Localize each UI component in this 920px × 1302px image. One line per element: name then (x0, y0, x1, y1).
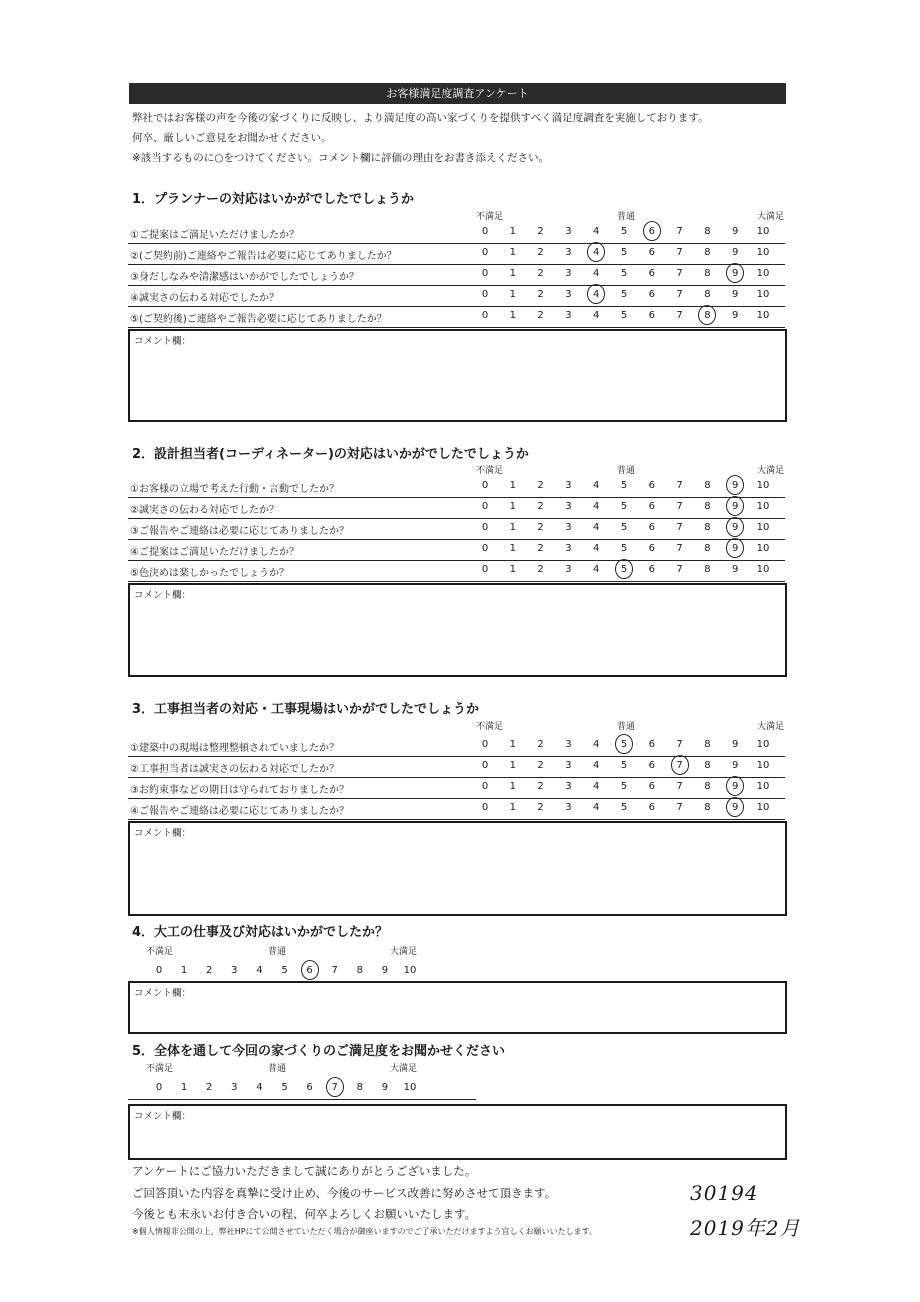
question-text: ③ご報告やご連絡は必要に応じてありましたか？ (130, 526, 349, 537)
scale-option-5[interactable]: 5 (620, 310, 628, 321)
scale-option-9[interactable]: 9 (732, 781, 739, 792)
selected-rating-circle (698, 305, 716, 325)
scale-option-9[interactable]: 9 (732, 226, 739, 237)
scale-option-6[interactable]: 6 (648, 564, 655, 575)
handwritten-id: 30194 (690, 1181, 759, 1205)
scale-option-3[interactable]: 3 (565, 781, 572, 792)
comment-label: コメント欄： (134, 336, 192, 347)
scale-option-6[interactable]: 6 (306, 1082, 313, 1093)
question-text: ⑤色決めは楽しかったでしょうか？ (130, 568, 289, 579)
scale-low-label: 不満足 (476, 212, 504, 222)
scale-option-7[interactable]: 7 (676, 268, 683, 279)
selected-rating-circle (587, 242, 605, 262)
scale-option-4[interactable]: 4 (593, 760, 600, 771)
scale-mid-label: 普通 (268, 1064, 287, 1074)
scale-option-9[interactable]: 9 (732, 268, 739, 279)
scale-low-label: 不満足 (476, 722, 504, 732)
row-divider (128, 539, 785, 540)
scale-option-5[interactable]: 5 (620, 247, 628, 258)
selected-rating-circle (726, 475, 744, 495)
scale-option-9[interactable]: 9 (732, 501, 739, 512)
scale-option-6[interactable]: 6 (648, 760, 655, 771)
scale-option-2[interactable]: 2 (537, 501, 544, 512)
scale-option-1[interactable]: 1 (509, 522, 516, 533)
scale-option-8[interactable]: 8 (704, 522, 711, 533)
scale-option-4[interactable]: 4 (593, 268, 600, 279)
scale-option-6[interactable]: 6 (648, 501, 655, 512)
scale-option-6[interactable]: 6 (648, 247, 655, 258)
privacy-footnote: ※個人情報非公開の上、弊社HPにて公開させていただく場合が御座いますのでご了承いただけますよう宜しくお願いいたします。 (132, 1227, 597, 1236)
scale-option-0[interactable]: 0 (481, 310, 489, 321)
scale-option-5[interactable]: 5 (620, 268, 628, 279)
scale-option-8[interactable]: 8 (704, 802, 711, 813)
selected-rating-circle (587, 284, 605, 304)
scale-option-1[interactable]: 1 (509, 310, 516, 321)
section-2-heading: 2．設計担当者(コーディネーター)の対応はいかがでしたでしょうか (132, 447, 529, 462)
scale-option-3[interactable]: 3 (565, 247, 572, 258)
scale-option-0[interactable]: 0 (481, 480, 489, 491)
scale-option-2[interactable]: 2 (537, 760, 544, 771)
footer-line-2: ご回答頂いた内容を真摯に受け止め、今後のサービス改善に努めさせて頂きます。 (132, 1186, 557, 1200)
row-divider (128, 798, 785, 799)
scale-mid-label: 普通 (617, 212, 636, 222)
scale-option-2[interactable]: 2 (537, 564, 544, 575)
scale-option-2[interactable]: 2 (537, 739, 544, 750)
scale-option-7[interactable]: 7 (676, 781, 683, 792)
scale-option-8[interactable]: 8 (704, 480, 711, 491)
question-text: ③お約束事などの期日は守られておりましたか？ (130, 785, 349, 796)
scale-option-1[interactable]: 1 (509, 760, 516, 771)
row-divider (128, 264, 785, 265)
scale-option-4[interactable]: 4 (593, 543, 600, 554)
scale-low-label: 不満足 (146, 947, 174, 957)
scale-option-7[interactable]: 7 (676, 739, 683, 750)
selected-rating-circle (326, 1077, 344, 1097)
scale-option-0[interactable]: 0 (481, 501, 489, 512)
scale-option-7[interactable]: 7 (676, 522, 683, 533)
scale-option-9[interactable]: 9 (732, 543, 739, 554)
survey-title-banner: お客様満足度調査アンケート (129, 83, 786, 104)
scale-option-2[interactable]: 2 (537, 268, 544, 279)
section-5-heading: 5．全体を通して今回の家づくりのご満足度をお聞かせください (132, 1044, 506, 1059)
handwritten-date: 2019年2月 (690, 1216, 801, 1240)
scale-high-label: 大満足 (390, 947, 418, 957)
row-divider (128, 243, 785, 244)
scale-option-4[interactable]: 4 (593, 226, 600, 237)
scale-option-0[interactable]: 0 (481, 739, 489, 750)
scale-option-3[interactable]: 3 (565, 739, 572, 750)
scale-option-6[interactable]: 6 (648, 522, 655, 533)
question-text: ②工事担当者は誠実さの伝わる対応でしたか？ (130, 764, 339, 775)
row-divider (128, 777, 785, 778)
scale-option-3[interactable]: 3 (565, 760, 572, 771)
scale-option-1[interactable]: 1 (509, 564, 516, 575)
question-text: ③身だしなみや清潔感はいかがでしたでしょうか？ (130, 272, 359, 283)
scale-option-9[interactable]: 9 (732, 802, 739, 813)
scale-option-4[interactable]: 4 (593, 289, 600, 300)
scale-option-1[interactable]: 1 (509, 802, 516, 813)
scale-option-5[interactable]: 5 (620, 480, 628, 491)
question-text: ④ご報告やご連絡は必要に応じてありましたか？ (130, 806, 349, 817)
scale-option-0[interactable]: 0 (481, 268, 489, 279)
row-divider (128, 819, 785, 820)
scale-mid-label: 普通 (617, 722, 636, 732)
selected-rating-circle (726, 538, 744, 558)
row-divider (128, 756, 785, 757)
scale-option-6[interactable]: 6 (648, 289, 655, 300)
scale-option-9[interactable]: 9 (381, 1082, 389, 1093)
scale-option-6[interactable]: 6 (648, 310, 655, 321)
scale-option-9[interactable]: 9 (732, 760, 739, 771)
scale-option-8[interactable]: 8 (704, 781, 711, 792)
row-divider (128, 560, 785, 561)
scale-option-7[interactable]: 7 (676, 226, 683, 237)
scale-option-10[interactable]: 10 (756, 760, 770, 771)
selected-rating-circle (726, 496, 744, 516)
scale-option-10[interactable]: 10 (756, 268, 770, 279)
scale-option-7[interactable]: 7 (676, 310, 683, 321)
scale-option-8[interactable]: 8 (704, 268, 711, 279)
scale-option-8[interactable]: 8 (704, 543, 711, 554)
scale-option-2[interactable]: 2 (537, 781, 544, 792)
scale-mid-label: 普通 (617, 466, 636, 476)
scale-option-0[interactable]: 0 (155, 965, 163, 976)
scale-option-0[interactable]: 0 (155, 1082, 163, 1093)
scale-option-10[interactable]: 10 (756, 289, 770, 300)
question-text: ④ご提案はご満足いただけましたか？ (130, 547, 299, 558)
scale-option-7[interactable]: 7 (676, 760, 683, 771)
scale-option-5[interactable]: 5 (620, 289, 628, 300)
scale-option-5[interactable]: 5 (620, 501, 628, 512)
scale-option-2[interactable]: 2 (537, 802, 544, 813)
scale-option-10[interactable]: 10 (756, 739, 770, 750)
row-divider (128, 497, 785, 498)
scale-option-4[interactable]: 4 (256, 965, 263, 976)
row-divider (128, 285, 785, 286)
scale-option-0[interactable]: 0 (481, 802, 489, 813)
scale-option-0[interactable]: 0 (481, 226, 489, 237)
scale-option-3[interactable]: 3 (565, 310, 572, 321)
intro-line-1: 弊社ではお客様の声を今後の家づくりに反映し、より満足度の高い家づくりを提供すべく満足度調査を実施しております。 (132, 112, 709, 124)
scale-option-9[interactable]: 9 (732, 310, 739, 321)
scale-high-label: 大満足 (757, 466, 785, 476)
scale-option-10[interactable]: 10 (403, 1082, 417, 1093)
scale-option-1[interactable]: 1 (509, 501, 516, 512)
scale-option-2[interactable]: 2 (537, 226, 544, 237)
scale-option-6[interactable]: 6 (648, 739, 655, 750)
selected-rating-circle (301, 960, 319, 980)
selected-rating-circle (726, 797, 744, 817)
scale-option-2[interactable]: 2 (537, 247, 544, 258)
scale-option-3[interactable]: 3 (565, 289, 572, 300)
footer-line-3: 今後とも末永いお付き合いの程、何卒よろしくお願いいたします。 (132, 1207, 477, 1221)
scale-option-5[interactable]: 5 (620, 564, 628, 575)
scale-option-0[interactable]: 0 (481, 522, 489, 533)
scale-option-8[interactable]: 8 (704, 289, 711, 300)
scale-high-label: 大満足 (757, 212, 785, 222)
scale-high-label: 大満足 (390, 1064, 418, 1074)
scale-option-1[interactable]: 1 (509, 543, 516, 554)
scale-option-9[interactable]: 9 (732, 247, 739, 258)
scale-option-4[interactable]: 4 (593, 480, 600, 491)
scale-option-1[interactable]: 1 (180, 965, 188, 976)
scale-option-8[interactable]: 8 (704, 564, 711, 575)
scale-option-7[interactable]: 7 (676, 802, 683, 813)
scale-low-label: 不満足 (146, 1064, 174, 1074)
scale-option-0[interactable]: 0 (481, 564, 489, 575)
footer-line-1: アンケートにご協力いただきまして誠にありがとうございました。 (132, 1164, 477, 1178)
scale-option-4[interactable]: 4 (593, 522, 600, 533)
row-divider (128, 581, 785, 582)
scale-low-label: 不満足 (476, 466, 504, 476)
scale-option-6[interactable]: 6 (648, 802, 655, 813)
question-text: ④誠実さの伝わる対応でしたか？ (130, 293, 279, 304)
selected-rating-circle (671, 755, 689, 775)
scale-option-4[interactable]: 4 (593, 781, 600, 792)
section-3-heading: 3．工事担当者の対応・工事現場はいかがでしたでしょうか (132, 702, 480, 717)
row-divider (128, 306, 785, 307)
scale-option-1[interactable]: 1 (509, 739, 516, 750)
scale-option-8[interactable]: 8 (704, 310, 711, 321)
scale-option-6[interactable]: 6 (648, 226, 655, 237)
section-1-heading: 1．プランナーの対応はいかがでしたでしょうか (132, 192, 415, 207)
scale-option-2[interactable]: 2 (206, 965, 213, 976)
selected-rating-circle (726, 517, 744, 537)
scale-option-3[interactable]: 3 (565, 522, 572, 533)
scale-option-4[interactable]: 4 (593, 501, 600, 512)
comment-box-5[interactable] (128, 1104, 787, 1160)
question-text: ②(ご契約前)ご連絡やご報告は必要に応じてありましたか？ (130, 251, 397, 262)
scale-option-4[interactable]: 4 (593, 310, 600, 321)
scale-option-8[interactable]: 8 (704, 739, 711, 750)
scale-option-6[interactable]: 6 (648, 543, 655, 554)
scale-option-6[interactable]: 6 (648, 268, 655, 279)
scale-option-1[interactable]: 1 (509, 289, 516, 300)
scale-option-1[interactable]: 1 (509, 480, 516, 491)
scale-option-7[interactable]: 7 (676, 564, 683, 575)
scale-option-3[interactable]: 3 (565, 802, 572, 813)
question-text: ⑤(ご契約後)ご連絡やご報告必要に応じてありましたか？ (130, 314, 387, 325)
scale-option-10[interactable]: 10 (756, 522, 770, 533)
scale-option-4[interactable]: 4 (593, 564, 600, 575)
selected-rating-circle (643, 221, 661, 241)
question-text: ①建築中の現場は整理整頓されていましたか？ (130, 743, 339, 754)
question-text: ①ご提案はご満足いただけましたか？ (130, 230, 299, 241)
scale-option-3[interactable]: 3 (231, 965, 238, 976)
scale-option-8[interactable]: 8 (704, 247, 711, 258)
scale-option-9[interactable]: 9 (732, 564, 739, 575)
scale-option-8[interactable]: 8 (356, 965, 363, 976)
scale-option-8[interactable]: 8 (704, 760, 711, 771)
scale-option-10[interactable]: 10 (403, 965, 417, 976)
scale-option-5[interactable]: 5 (620, 739, 628, 750)
selected-rating-circle (615, 559, 633, 579)
scale-option-4[interactable]: 4 (256, 1082, 263, 1093)
scale-option-9[interactable]: 9 (732, 289, 739, 300)
scale-option-10[interactable]: 10 (756, 564, 770, 575)
scale-option-7[interactable]: 7 (676, 543, 683, 554)
scale-option-5[interactable]: 5 (281, 1082, 288, 1093)
scale-option-2[interactable]: 2 (537, 310, 544, 321)
scale-option-7[interactable]: 7 (331, 1082, 338, 1093)
scale-option-3[interactable]: 3 (565, 268, 572, 279)
selected-rating-circle (726, 776, 744, 796)
row-divider (128, 1099, 476, 1100)
selected-rating-circle (726, 263, 744, 283)
scale-option-2[interactable]: 2 (206, 1082, 213, 1093)
comment-box-1[interactable] (128, 329, 787, 422)
scale-option-10[interactable]: 10 (756, 310, 770, 321)
scale-option-10[interactable]: 10 (756, 781, 770, 792)
scale-option-5[interactable]: 5 (620, 781, 628, 792)
scale-option-1[interactable]: 1 (509, 781, 516, 792)
scale-option-6[interactable]: 6 (648, 480, 655, 491)
scale-option-10[interactable]: 10 (756, 247, 770, 258)
scale-option-10[interactable]: 10 (756, 480, 770, 491)
scale-option-2[interactable]: 2 (537, 480, 544, 491)
scale-option-10[interactable]: 10 (756, 226, 770, 237)
scale-option-1[interactable]: 1 (180, 1082, 188, 1093)
scale-option-0[interactable]: 0 (481, 760, 489, 771)
scale-option-0[interactable]: 0 (481, 781, 489, 792)
scale-option-5[interactable]: 5 (620, 760, 628, 771)
comment-label: コメント欄： (134, 1111, 192, 1122)
scale-high-label: 大満足 (757, 722, 785, 732)
scale-option-1[interactable]: 1 (509, 268, 516, 279)
scale-option-5[interactable]: 5 (620, 802, 628, 813)
scale-option-3[interactable]: 3 (565, 564, 572, 575)
scale-option-8[interactable]: 8 (704, 501, 711, 512)
comment-label: コメント欄： (134, 988, 192, 999)
scale-option-4[interactable]: 4 (593, 247, 600, 258)
scale-option-7[interactable]: 7 (676, 480, 683, 491)
scale-option-3[interactable]: 3 (565, 226, 572, 237)
scale-option-0[interactable]: 0 (481, 543, 489, 554)
comment-label: コメント欄： (134, 590, 192, 601)
scale-option-9[interactable]: 9 (381, 965, 389, 976)
comment-label: コメント欄： (134, 828, 192, 839)
scale-option-8[interactable]: 8 (704, 226, 711, 237)
scale-option-3[interactable]: 3 (565, 543, 572, 554)
row-divider (128, 327, 785, 328)
scale-option-2[interactable]: 2 (537, 289, 544, 300)
comment-box-3[interactable] (128, 821, 787, 916)
scale-option-1[interactable]: 1 (509, 226, 516, 237)
scale-option-5[interactable]: 5 (620, 543, 628, 554)
scale-option-3[interactable]: 3 (565, 501, 572, 512)
scale-option-2[interactable]: 2 (537, 522, 544, 533)
scale-option-0[interactable]: 0 (481, 289, 489, 300)
section-4-heading: 4．大工の仕事及び対応はいかがでしたか？ (132, 925, 389, 940)
scale-option-3[interactable]: 3 (231, 1082, 238, 1093)
scale-option-9[interactable]: 9 (732, 480, 739, 491)
scale-option-1[interactable]: 1 (509, 247, 516, 258)
scale-option-10[interactable]: 10 (756, 543, 770, 554)
scale-option-2[interactable]: 2 (537, 543, 544, 554)
scale-option-9[interactable]: 9 (732, 739, 739, 750)
scale-option-7[interactable]: 7 (676, 501, 683, 512)
scale-option-3[interactable]: 3 (565, 480, 572, 491)
scale-mid-label: 普通 (268, 947, 287, 957)
scale-option-6[interactable]: 6 (306, 965, 313, 976)
scale-option-4[interactable]: 4 (593, 739, 600, 750)
scale-option-7[interactable]: 7 (676, 247, 683, 258)
scale-option-5[interactable]: 5 (620, 226, 628, 237)
row-divider (128, 518, 785, 519)
scale-option-0[interactable]: 0 (481, 247, 489, 258)
scale-option-4[interactable]: 4 (593, 802, 600, 813)
comment-box-4[interactable] (128, 981, 787, 1034)
scale-option-9[interactable]: 9 (732, 522, 739, 533)
scale-option-5[interactable]: 5 (281, 965, 288, 976)
scale-option-6[interactable]: 6 (648, 781, 655, 792)
question-text: ②誠実さの伝わる対応でしたか？ (130, 505, 279, 516)
selected-rating-circle (615, 734, 633, 754)
question-text: ①お客様の立場で考えた行動・言動でしたか？ (130, 484, 339, 495)
comment-box-2[interactable] (128, 583, 787, 677)
intro-line-2: 何卒、厳しいご意見をお聞かせください。 (132, 132, 332, 144)
scale-option-8[interactable]: 8 (356, 1082, 363, 1093)
scale-option-7[interactable]: 7 (676, 289, 683, 300)
scale-option-10[interactable]: 10 (756, 802, 770, 813)
intro-line-3: ※該当するものに○をつけてください。コメント欄に評価の理由をお書き添えください。 (132, 152, 549, 164)
scale-option-10[interactable]: 10 (756, 501, 770, 512)
scale-option-7[interactable]: 7 (331, 965, 338, 976)
scale-option-5[interactable]: 5 (620, 522, 628, 533)
